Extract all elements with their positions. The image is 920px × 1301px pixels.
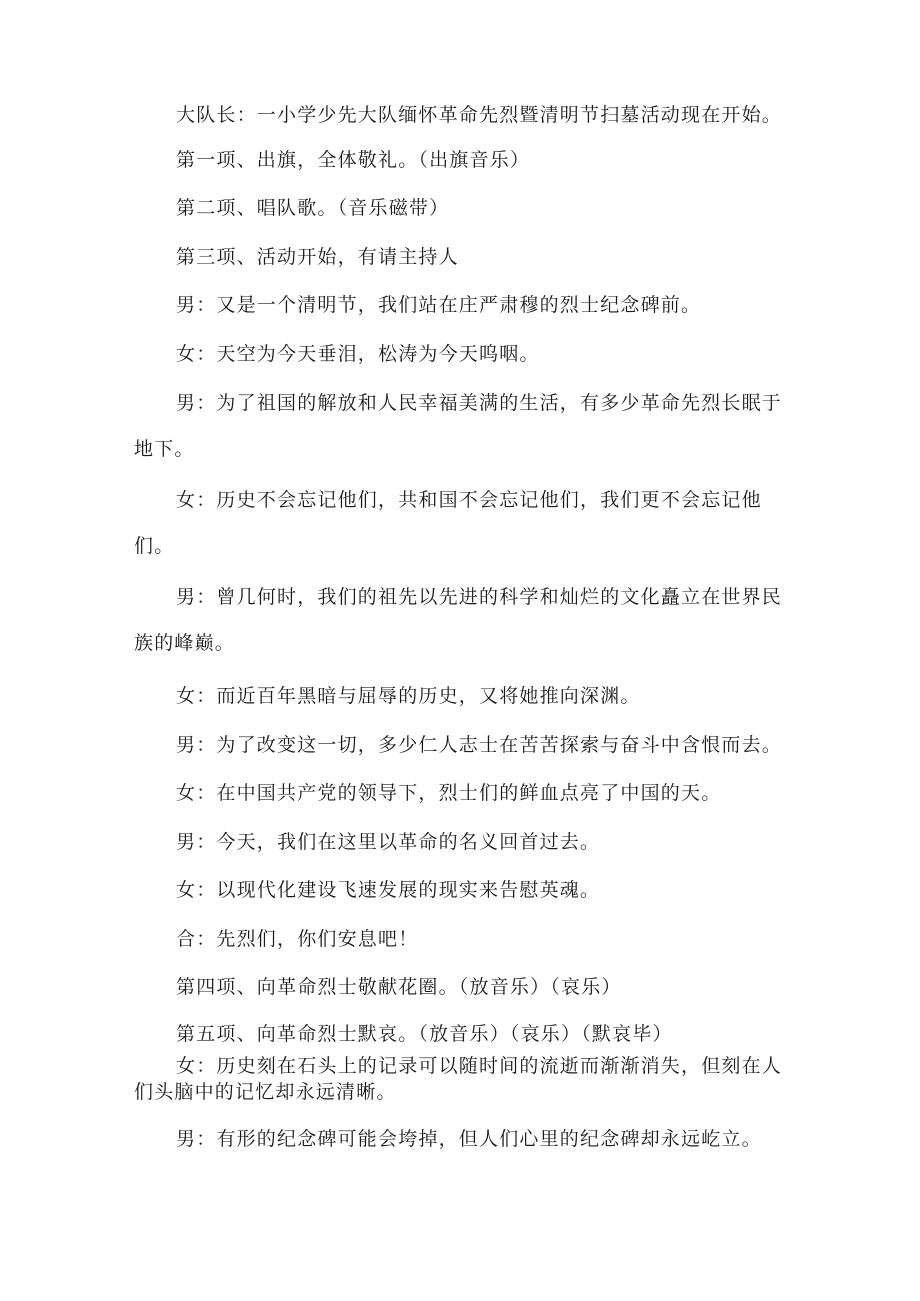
paragraph-male-5: 男：今天，我们在这里以革命的名义回首过去。 (176, 831, 601, 853)
paragraph-female-5: 女：以现代化建设飞速发展的现实来告慰英魂。 (176, 879, 601, 901)
paragraph-male-4: 男：为了改变这一切，多少仁人志士在苦苦探索与奋斗中含恨而去。 (176, 734, 783, 756)
paragraph-female-1: 女：天空为今天垂泪，松涛为今天呜咽。 (176, 343, 540, 365)
paragraph-item-2: 第二项、唱队歌。（音乐磁带） (176, 197, 450, 219)
paragraph-male-3: 男：曾几何时，我们的祖先以先进的科学和灿烂的文化矗立在世界民族的峰巅。 (134, 586, 783, 654)
paragraph-female-4: 女：在中国共产党的领导下，烈士们的鲜血点亮了中国的天。 (176, 782, 722, 804)
paragraph-opening: 大队长：一小学少先大队缅怀革命先烈暨清明节扫墓活动现在开始。 (176, 104, 783, 126)
paragraph-female-6: 女：历史刻在石头上的记录可以随时间的流逝而渐渐消失，但刻在人们头脑中的记忆却永远清晰。 (134, 1055, 783, 1103)
paragraph-male-2: 男：为了祖国的解放和人民幸福美满的生活，有多少革命先烈长眠于地下。 (134, 392, 783, 460)
paragraph-item-4: 第四项、向革命烈士敬献花圈。（放音乐）（哀乐） (176, 976, 622, 998)
paragraph-female-3: 女：而近百年黑暗与屈辱的历史，又将她推向深渊。 (176, 685, 641, 707)
paragraph-female-2: 女：历史不会忘记他们，共和国不会忘记他们，我们更不会忘记他们。 (134, 489, 762, 557)
paragraph-item-1: 第一项、出旗，全体敬礼。（出旗音乐） (176, 149, 531, 171)
paragraph-item-5: 第五项、向革命烈士默哀。（放音乐）（哀乐）（默哀毕） (176, 1023, 673, 1045)
paragraph-male-6: 男：有形的纪念碑可能会垮掉，但人们心里的纪念碑却永远屹立。 (176, 1128, 762, 1150)
paragraph-item-3: 第三项、活动开始，有请主持人 (176, 246, 459, 268)
paragraph-together: 合：先烈们，你们安息吧！ (176, 928, 419, 950)
paragraph-male-1: 男：又是一个清明节，我们站在庄严肃穆的烈士纪念碑前。 (176, 294, 702, 316)
